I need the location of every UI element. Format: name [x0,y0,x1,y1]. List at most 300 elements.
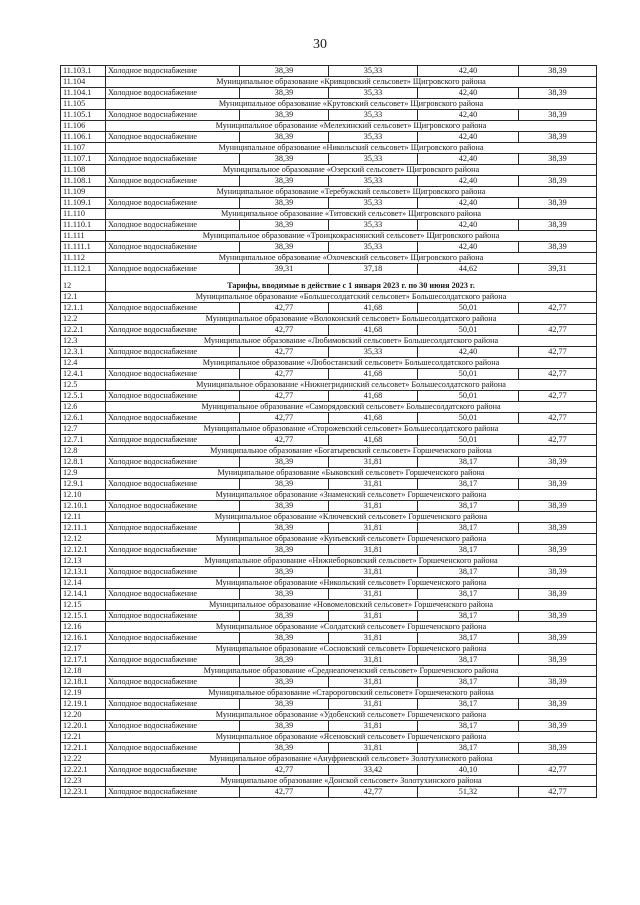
tariff-value: 38,39 [240,479,329,490]
municipality-row [61,534,597,545]
municipality-name: Муниципальное образование «Любимовский сельсовет» Большесолдатского района [106,336,597,347]
row-code: 12.16 [61,622,106,633]
municipality-name: Муниципальное образование «Нижнегридинский сельсовет» Большесолдатского района [106,380,597,391]
municipality-name: Муниципальное образование «Донской сельсовет» Золотухинского района [106,776,597,787]
tariff-value: 42,77 [240,369,329,380]
service-name: Холодное водоснабжение [106,699,240,710]
tariff-row [61,479,597,490]
service-name: Холодное водоснабжение [106,633,240,644]
tariff-value: 38,39 [240,611,329,622]
tariff-value: 41,68 [329,413,418,424]
municipality-name: Муниципальное образование «Быковский сельсовет» Горшеченского района [106,468,597,479]
row-code: 12.15 [61,600,106,611]
municipality-name: Муниципальное образование «Большесолдатский сельсовет» Большесолдатского района [106,292,597,303]
row-code: 11.111.1 [61,242,106,253]
municipality-name: Муниципальное образование «Озерский сельсовет» Щигровского района [106,165,597,176]
tariff-row [61,743,597,754]
tariff-value: 31,81 [329,611,418,622]
tariff-value: 41,68 [329,325,418,336]
tariff-value: 42,40 [418,176,519,187]
municipality-row [61,99,597,110]
municipality-name: Муниципальное образование «Ясеновский сельсовет» Горшеченского района [106,732,597,743]
row-code: 12.2.1 [61,325,106,336]
row-code: 11.109 [61,187,106,198]
tariff-value: 38,39 [240,110,329,121]
row-code: 12.23.1 [61,787,106,798]
row-code: 11.109.1 [61,198,106,209]
tariff-value: 42,77 [240,435,329,446]
service-name: Холодное водоснабжение [106,545,240,556]
service-name: Холодное водоснабжение [106,457,240,468]
tariff-value: 38,39 [240,677,329,688]
row-code: 12.3 [61,336,106,347]
tariff-value: 38,39 [240,242,329,253]
service-name: Холодное водоснабжение [106,589,240,600]
municipality-name: Муниципальное образование «Новомеловский сельсовет» Горшеченского района [106,600,597,611]
service-name: Холодное водоснабжение [106,110,240,121]
municipality-row [61,622,597,633]
tariff-value: 38,39 [240,132,329,143]
municipality-row [61,710,597,721]
tariff-value: 38,17 [418,633,519,644]
row-code: 12.12.1 [61,545,106,556]
row-code: 12.18 [61,666,106,677]
row-code: 12.8 [61,446,106,457]
row-code: 12.12 [61,534,106,545]
service-name: Холодное водоснабжение [106,567,240,578]
tariff-value: 38,39 [240,66,329,77]
tariff-value: 42,77 [519,347,597,358]
row-code: 12.14 [61,578,106,589]
row-code: 11.107 [61,143,106,154]
row-code: 12.7 [61,424,106,435]
tariff-value: 42,77 [519,435,597,446]
tariff-table-body [61,66,597,798]
municipality-name: Муниципальное образование «Солдатский сельсовет» Горшеченского района [106,622,597,633]
row-code: 11.106 [61,121,106,132]
tariff-value: 38,39 [519,589,597,600]
tariff-value: 35,33 [329,154,418,165]
row-code: 12.4 [61,358,106,369]
municipality-row [61,165,597,176]
tariff-table [60,65,597,798]
tariff-value: 38,39 [240,198,329,209]
row-code: 12.4.1 [61,369,106,380]
tariff-value: 38,39 [519,633,597,644]
tariff-value: 38,39 [519,677,597,688]
tariff-value: 38,39 [519,457,597,468]
row-code: 12.19.1 [61,699,106,710]
row-code: 12.5 [61,380,106,391]
tariff-value: 38,17 [418,589,519,600]
row-code: 11.112.1 [61,264,106,275]
tariff-value: 38,17 [418,699,519,710]
row-code: 11.110 [61,209,106,220]
row-code: 12.16.1 [61,633,106,644]
tariff-row [61,413,597,424]
tariff-row [61,545,597,556]
service-name: Холодное водоснабжение [106,413,240,424]
tariff-value: 41,68 [329,435,418,446]
tariff-value: 31,81 [329,501,418,512]
tariff-value: 42,77 [240,413,329,424]
municipality-name: Муниципальное образование «Никольский сельсовет» Щигровского района [106,143,597,154]
tariff-value: 42,77 [240,391,329,402]
tariff-row [61,154,597,165]
tariff-value: 38,39 [519,501,597,512]
service-name: Холодное водоснабжение [106,88,240,99]
tariff-value: 35,33 [329,110,418,121]
tariff-value: 42,77 [240,347,329,358]
tariff-value: 38,39 [240,567,329,578]
tariff-value: 42,77 [519,413,597,424]
tariff-row [61,176,597,187]
tariff-value: 38,39 [240,589,329,600]
service-name: Холодное водоснабжение [106,479,240,490]
tariff-value: 38,17 [418,721,519,732]
tariff-value: 50,01 [418,303,519,314]
row-code: 11.104.1 [61,88,106,99]
tariff-value: 31,81 [329,567,418,578]
tariff-row [61,110,597,121]
municipality-row [61,209,597,220]
service-name: Холодное водоснабжение [106,787,240,798]
row-code: 12.13.1 [61,567,106,578]
service-name: Холодное водоснабжение [106,66,240,77]
tariff-row [61,198,597,209]
tariff-value: 38,39 [519,198,597,209]
tariff-row [61,501,597,512]
tariff-value: 35,33 [329,88,418,99]
tariff-row [61,391,597,402]
tariff-value: 42,40 [418,220,519,231]
municipality-row [61,77,597,88]
service-name: Холодное водоснабжение [106,325,240,336]
tariff-value: 42,77 [240,765,329,776]
municipality-row [61,600,597,611]
row-code: 12.19 [61,688,106,699]
row-code: 11.108.1 [61,176,106,187]
tariff-value: 31,81 [329,655,418,666]
tariff-value: 37,18 [329,264,418,275]
municipality-name: Муниципальное образование «Ануфриевский сельсовет» Золотухинского района [106,754,597,765]
municipality-row [61,231,597,242]
municipality-name: Муниципальное образование «Сосновский сельсовет» Горшеченского района [106,644,597,655]
municipality-name: Муниципальное образование «Любостанский сельсовет» Большесолдатского района [106,358,597,369]
tariff-value: 35,33 [329,66,418,77]
row-code: 12.14.1 [61,589,106,600]
row-code: 11.103.1 [61,66,106,77]
row-code: 12.17.1 [61,655,106,666]
municipality-row [61,732,597,743]
tariff-value: 38,39 [240,633,329,644]
tariff-value: 51,32 [418,787,519,798]
tariff-row [61,611,597,622]
municipality-row [61,468,597,479]
row-code: 12.5.1 [61,391,106,402]
tariff-value: 38,39 [240,523,329,534]
service-name: Холодное водоснабжение [106,743,240,754]
row-code: 12.6.1 [61,413,106,424]
row-code: 11.110.1 [61,220,106,231]
municipality-name: Муниципальное образование «Удобенский сельсовет» Горшеченского района [106,710,597,721]
row-code: 12.9 [61,468,106,479]
service-name: Холодное водоснабжение [106,132,240,143]
tariff-value: 50,01 [418,325,519,336]
tariff-value: 42,77 [519,303,597,314]
tariff-value: 31,81 [329,479,418,490]
tariff-value: 38,39 [519,479,597,490]
page-number: 30 [313,37,327,52]
service-name: Холодное водоснабжение [106,677,240,688]
tariff-value: 35,33 [329,347,418,358]
tariff-value: 38,39 [519,611,597,622]
service-name: Холодное водоснабжение [106,264,240,275]
tariff-row [61,655,597,666]
tariff-value: 38,17 [418,545,519,556]
tariff-value: 42,77 [519,765,597,776]
service-name: Холодное водоснабжение [106,501,240,512]
tariff-value: 38,39 [519,176,597,187]
tariff-value: 31,81 [329,677,418,688]
tariff-value: 35,33 [329,198,418,209]
municipality-name: Муниципальное образование «Крутовский сельсовет» Щигровского района [106,99,597,110]
tariff-row [61,220,597,231]
row-code: 12.9.1 [61,479,106,490]
municipality-row [61,292,597,303]
municipality-row [61,512,597,523]
section-header-row [61,275,597,292]
tariff-value: 35,33 [329,176,418,187]
municipality-row [61,143,597,154]
tariff-value: 31,81 [329,721,418,732]
tariff-value: 42,40 [418,88,519,99]
tariff-value: 38,39 [519,699,597,710]
tariff-value: 39,31 [240,264,329,275]
tariff-value: 38,17 [418,611,519,622]
tariff-value: 42,77 [519,369,597,380]
tariff-value: 35,33 [329,242,418,253]
tariff-value: 38,17 [418,655,519,666]
row-code: 12.1 [61,292,106,303]
tariff-value: 38,39 [240,154,329,165]
row-code: 12.13 [61,556,106,567]
tariff-value: 38,17 [418,457,519,468]
tariff-value: 42,77 [329,787,418,798]
tariff-value: 38,17 [418,677,519,688]
service-name: Холодное водоснабжение [106,655,240,666]
municipality-name: Муниципальное образование «Старороговский сельсовет» Горшеченского района [106,688,597,699]
tariff-value: 35,33 [329,220,418,231]
tariff-row [61,765,597,776]
tariff-value: 38,39 [519,132,597,143]
tariff-value: 38,39 [519,242,597,253]
municipality-row [61,688,597,699]
municipality-row [61,187,597,198]
municipality-row [61,754,597,765]
municipality-name: Муниципальное образование «Знаменский сельсовет» Горшеченского района [106,490,597,501]
tariff-value: 39,31 [519,264,597,275]
tariff-row [61,457,597,468]
tariff-value: 42,40 [418,242,519,253]
row-code: 12.18.1 [61,677,106,688]
tariff-row [61,721,597,732]
row-code: 12.10 [61,490,106,501]
tariff-value: 50,01 [418,391,519,402]
tariff-value: 41,68 [329,369,418,380]
row-code: 12.6 [61,402,106,413]
municipality-row [61,644,597,655]
tariff-row [61,242,597,253]
tariff-value: 38,39 [519,220,597,231]
tariff-value: 41,68 [329,303,418,314]
service-name: Холодное водоснабжение [106,220,240,231]
tariff-value: 50,01 [418,435,519,446]
tariff-row [61,633,597,644]
municipality-name: Муниципальное образование «Кунъевский сельсовет» Горшеченского района [106,534,597,545]
row-code: 11.106.1 [61,132,106,143]
row-code: 12.11.1 [61,523,106,534]
row-code: 12.17 [61,644,106,655]
municipality-name: Муниципальное образование «Нижнеборковский сельсовет» Горшеченского района [106,556,597,567]
tariff-value: 38,17 [418,523,519,534]
service-name: Холодное водоснабжение [106,391,240,402]
municipality-row [61,424,597,435]
municipality-name: Муниципальное образование «Охочевский сельсовет» Щигровского района [106,253,597,264]
tariff-value: 38,39 [519,721,597,732]
tariff-value: 38,39 [240,699,329,710]
tariff-row [61,589,597,600]
row-code: 11.104 [61,77,106,88]
municipality-name: Муниципальное образование «Троицкокраснянский сельсовет» Щигровского района [106,231,597,242]
tariff-value: 38,17 [418,501,519,512]
tariff-value: 42,77 [519,391,597,402]
tariff-value: 38,39 [240,655,329,666]
tariff-value: 38,39 [519,545,597,556]
tariff-row [61,264,597,275]
row-code: 11.108 [61,165,106,176]
municipality-row [61,556,597,567]
municipality-name: Муниципальное образование «Ключевский сельсовет» Горшеченского района [106,512,597,523]
tariff-row [61,66,597,77]
tariff-value: 31,81 [329,589,418,600]
tariff-value: 38,39 [240,743,329,754]
tariff-value: 31,81 [329,699,418,710]
tariff-value: 38,17 [418,479,519,490]
tariff-value: 31,81 [329,743,418,754]
municipality-row [61,314,597,325]
tariff-value: 38,17 [418,743,519,754]
municipality-row [61,121,597,132]
tariff-value: 38,39 [519,110,597,121]
row-code: 12.2 [61,314,106,325]
tariff-row [61,567,597,578]
row-code: 12.15.1 [61,611,106,622]
row-code: 11.107.1 [61,154,106,165]
service-name: Холодное водоснабжение [106,523,240,534]
row-code: 12.20.1 [61,721,106,732]
tariff-row [61,303,597,314]
municipality-name: Муниципальное образование «Сторожевский сельсовет» Большесолдатского района [106,424,597,435]
row-code: 12.22.1 [61,765,106,776]
row-code: 12.21 [61,732,106,743]
tariff-value: 42,40 [418,110,519,121]
tariff-value: 31,81 [329,457,418,468]
tariff-value: 50,01 [418,413,519,424]
municipality-name: Муниципальное образование «Кривцовский сельсовет» Щигровского района [106,77,597,88]
municipality-row [61,380,597,391]
municipality-row [61,446,597,457]
service-name: Холодное водоснабжение [106,176,240,187]
municipality-name: Муниципальное образование «Среднеапоченский сельсовет» Горшеченского района [106,666,597,677]
municipality-row [61,666,597,677]
municipality-row [61,578,597,589]
tariff-value: 42,40 [418,66,519,77]
tariff-value: 38,39 [519,567,597,578]
municipality-name: Муниципальное образование «Мелехинский сельсовет» Щигровского района [106,121,597,132]
service-name: Холодное водоснабжение [106,721,240,732]
tariff-value: 42,40 [418,132,519,143]
tariff-row [61,787,597,798]
tariff-value: 38,39 [240,88,329,99]
tariff-row [61,435,597,446]
row-code: 12.11 [61,512,106,523]
tariff-value: 31,81 [329,523,418,534]
tariff-value: 38,39 [519,88,597,99]
row-code: 12.3.1 [61,347,106,358]
tariff-value: 38,39 [240,721,329,732]
row-code: 12.21.1 [61,743,106,754]
tariff-value: 42,77 [240,325,329,336]
municipality-name: Муниципальное образование «Теребужский сельсовет» Щигровского района [106,187,597,198]
row-code: 12.8.1 [61,457,106,468]
row-code: 12.23 [61,776,106,787]
tariff-value: 44,62 [418,264,519,275]
tariff-value: 38,39 [519,154,597,165]
municipality-name: Муниципальное образование «Волоконский сельсовет» Большесолдатского района [106,314,597,325]
service-name: Холодное водоснабжение [106,303,240,314]
tariff-value: 38,39 [240,176,329,187]
service-name: Холодное водоснабжение [106,242,240,253]
row-code: 12.22 [61,754,106,765]
tariff-value: 38,39 [519,523,597,534]
tariff-value: 38,39 [519,743,597,754]
municipality-row [61,253,597,264]
municipality-name: Муниципальное образование «Саморядовский сельсовет» Большесолдатского района [106,402,597,413]
municipality-row [61,358,597,369]
municipality-row [61,402,597,413]
tariff-value: 38,17 [418,567,519,578]
service-name: Холодное водоснабжение [106,154,240,165]
service-name: Холодное водоснабжение [106,765,240,776]
section-title: Тарифы, вводимые в действие с 1 января 2023 г. по 30 июня 2023 г. [106,275,597,292]
row-code: 11.105.1 [61,110,106,121]
tariff-value: 31,81 [329,545,418,556]
tariff-value: 42,77 [240,303,329,314]
tariff-row [61,347,597,358]
tariff-value: 42,77 [519,787,597,798]
tariff-value: 50,01 [418,369,519,380]
tariff-value: 35,33 [329,132,418,143]
service-name: Холодное водоснабжение [106,435,240,446]
service-name: Холодное водоснабжение [106,198,240,209]
service-name: Холодное водоснабжение [106,369,240,380]
row-code: 11.105 [61,99,106,110]
row-code: 12.20 [61,710,106,721]
tariff-value: 31,81 [329,633,418,644]
municipality-row [61,490,597,501]
row-code: 11.111 [61,231,106,242]
